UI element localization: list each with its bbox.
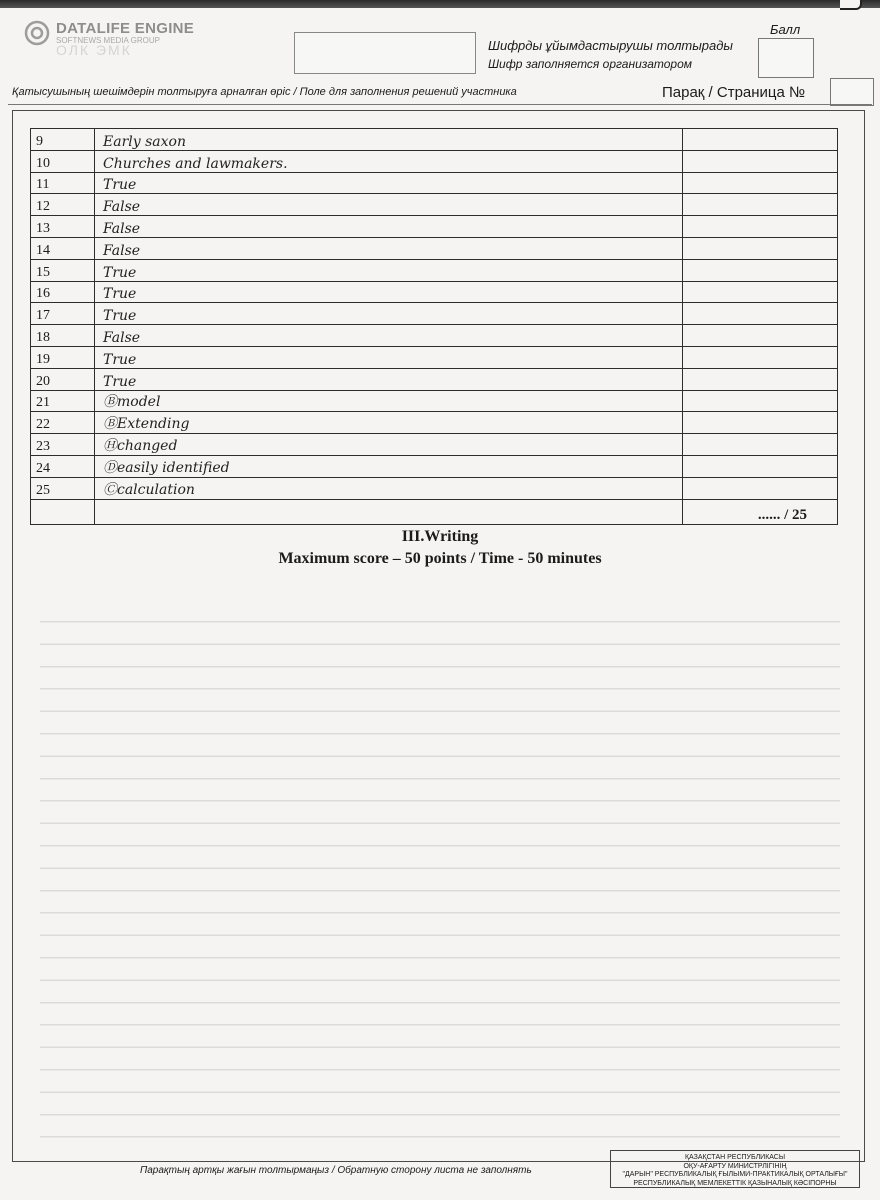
section-subtitle: Maximum score – 50 points / Time - 50 minutes (278, 550, 602, 567)
answer-text[interactable]: Ⓒcalculation (95, 477, 683, 499)
answer-text[interactable]: False (95, 237, 683, 259)
logo-subtitle: SOFTNEWS MEDIA GROUP (56, 36, 161, 45)
question-number: 20 (31, 368, 95, 390)
answer-text[interactable]: True (95, 259, 683, 281)
page-number-box[interactable] (830, 78, 874, 106)
answer-text[interactable]: False (95, 216, 683, 238)
answer-text[interactable]: Churches and lawmakers. (95, 150, 683, 172)
score-cell[interactable] (683, 434, 838, 456)
question-number: 13 (31, 216, 95, 238)
question-number: 21 (31, 390, 95, 412)
stamp-line: ОҚУ-АҒАРТУ МИНИСТРЛІГІНІҢ (683, 1162, 787, 1170)
score-box[interactable] (758, 38, 814, 78)
score-cell[interactable] (683, 390, 838, 412)
question-number: 24 (31, 455, 95, 477)
answer-row (31, 346, 838, 368)
question-number: 12 (31, 194, 95, 216)
answer-text[interactable]: Early saxon (95, 129, 683, 151)
answer-text[interactable]: True (95, 346, 683, 368)
answer-row (31, 129, 838, 151)
logo-name: DATALIFE ENGINE (56, 20, 195, 37)
stamp-line: "ДАРЫН" РЕСПУБЛИКАЛЫҚ ҒЫЛЫМИ-ПРАКТИКАЛЫҚ ОРТАЛЫҒЫ" (622, 1171, 848, 1178)
score-cell[interactable] (683, 194, 838, 216)
question-number: 14 (31, 237, 95, 259)
answer-row (31, 216, 838, 238)
answers-table (30, 128, 838, 525)
score-cell[interactable] (683, 150, 838, 172)
question-number: 19 (31, 346, 95, 368)
answer-text[interactable]: ⒷExtending (95, 412, 683, 434)
writing-lines-area[interactable] (40, 602, 840, 1142)
question-number: 16 (31, 281, 95, 303)
stamp-line: РЕСПУБЛИКАЛЫҚ МЕМЛЕКЕТТІК ҚАЗЫНАЛЫҚ КӘСІПОРНЫ (633, 1179, 837, 1187)
answer-row (31, 434, 838, 456)
watermark-logo (24, 20, 195, 58)
cipher-label-ru: Шифр заполняется организатором (488, 57, 692, 71)
stamp-line: ҚАЗАҚСТАН РЕСПУБЛИКАСЫ (684, 1154, 786, 1161)
top-border (0, 0, 880, 8)
question-number: 17 (31, 303, 95, 325)
total-blank-num (31, 499, 95, 524)
answer-text[interactable]: Ⓗchanged (95, 434, 683, 456)
answer-row (31, 477, 838, 499)
score-cell[interactable] (683, 281, 838, 303)
answer-row (31, 412, 838, 434)
total-blank-answer (95, 499, 683, 524)
score-cell[interactable] (683, 325, 838, 347)
answer-row (31, 303, 838, 325)
answer-row (31, 150, 838, 172)
answer-text[interactable]: True (95, 281, 683, 303)
logo-ghost-text: ОЛК ЭМК (56, 42, 132, 58)
answer-text[interactable]: False (95, 194, 683, 216)
answer-row (31, 172, 838, 194)
footer-note: Парақтың артқы жағын толтырмаңыз / Обратную сторону листа не заполнять (140, 1165, 532, 1176)
organization-stamp (610, 1150, 860, 1188)
score-cell[interactable] (683, 346, 838, 368)
logo-icon (24, 20, 50, 46)
answer-row (31, 194, 838, 216)
score-cell[interactable] (683, 129, 838, 151)
question-number: 18 (31, 325, 95, 347)
answer-text[interactable]: True (95, 303, 683, 325)
score-cell[interactable] (683, 259, 838, 281)
score-cell[interactable] (683, 477, 838, 499)
answer-text[interactable]: False (95, 325, 683, 347)
question-number: 10 (31, 150, 95, 172)
question-number: 15 (31, 259, 95, 281)
question-number: 25 (31, 477, 95, 499)
cipher-box[interactable] (294, 32, 476, 74)
answer-text[interactable]: True (95, 172, 683, 194)
answer-row (31, 325, 838, 347)
answer-field-label: Қатысушының шешімдерін толтыруға арналған өріс / Поле для заполнения решений участника (12, 86, 517, 98)
score-cell[interactable] (683, 412, 838, 434)
score-cell[interactable] (683, 237, 838, 259)
page-number-label: Парақ / Страница № (662, 84, 806, 101)
header-divider (8, 104, 872, 105)
answer-row (31, 281, 838, 303)
answer-row (31, 390, 838, 412)
answer-text[interactable]: Ⓑmodel (95, 390, 683, 412)
score-cell[interactable] (683, 368, 838, 390)
total-row (31, 499, 838, 524)
score-cell[interactable] (683, 303, 838, 325)
score-cell[interactable] (683, 455, 838, 477)
answer-text[interactable]: Ⓓeasily identified (95, 455, 683, 477)
score-label: Балл (770, 22, 801, 37)
score-cell[interactable] (683, 216, 838, 238)
cipher-label-kz: Шифрды ұйымдастырушы толтырады (488, 38, 734, 53)
answer-row (31, 368, 838, 390)
section-title: III.Writing (401, 528, 479, 545)
total-score: ...... / 25 (683, 499, 838, 524)
answer-text[interactable]: True (95, 368, 683, 390)
question-number: 22 (31, 412, 95, 434)
answer-row (31, 259, 838, 281)
question-number: 11 (31, 172, 95, 194)
answer-row (31, 455, 838, 477)
question-number: 9 (31, 129, 95, 151)
answer-row (31, 237, 838, 259)
question-number: 23 (31, 434, 95, 456)
score-cell[interactable] (683, 172, 838, 194)
